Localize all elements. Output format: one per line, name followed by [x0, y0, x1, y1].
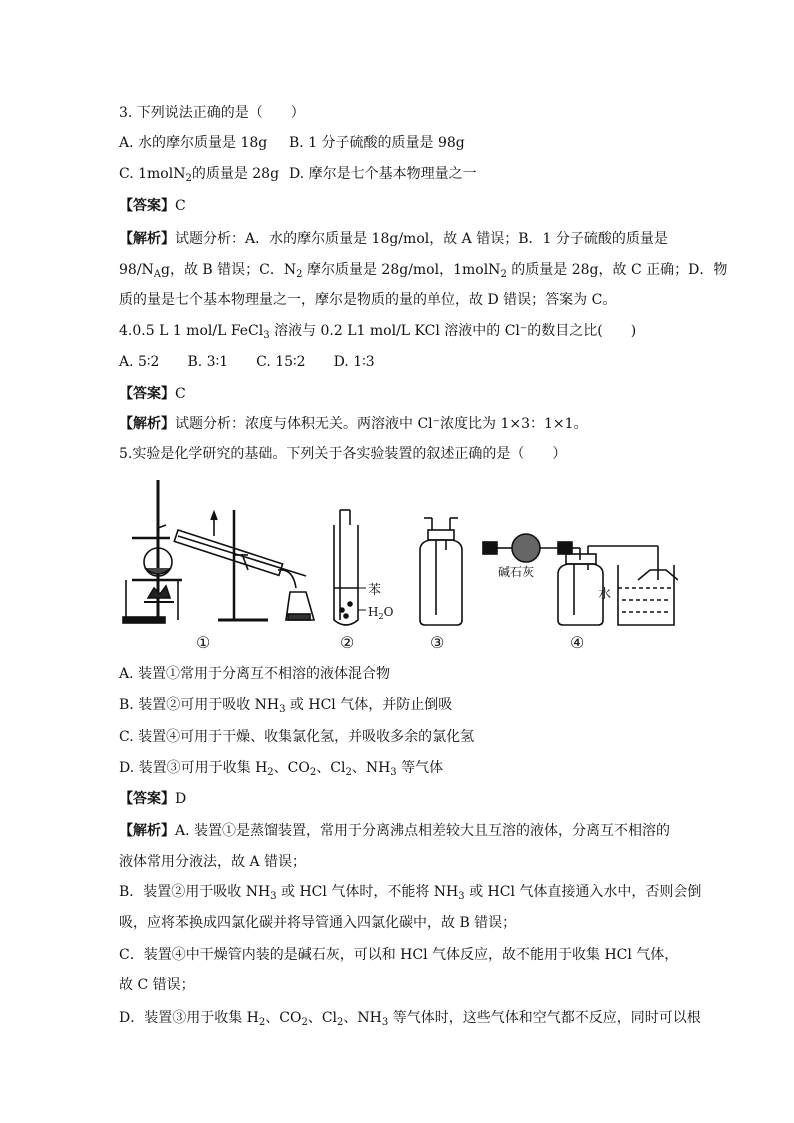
label-3: ③ — [430, 633, 445, 652]
q4-options: A. 5∶2 B. 3∶1 C. 15∶2 D. 1∶3 — [119, 354, 375, 370]
q5-option-b: B. 装置②可用于吸收 $NH_3$ 或 HCl 气体，并防止倒吸 — [119, 697, 453, 715]
q5-analysis-b1: B．装置②用于吸收 $NH_3$ 或 HCl 气体时，不能将 $NH_3$ 或 HCl 气体直接通入水中，否则会倒 — [119, 884, 702, 902]
q3-option-d: D. 摩尔是七个基本物理量之一 — [289, 166, 477, 182]
q3-analysis-line3: 质的量是七个基本物理量之一，摩尔是物质的量的单位，故 D 错误；答案为 C。 — [119, 292, 617, 308]
q5-answer: 【答案】D — [119, 791, 187, 807]
label-h2o: $H_2O$ — [368, 605, 394, 621]
q5-analysis-b2: 吸，应将苯换成四氯化碳并将导管通入四氯化碳中，故 B 错误； — [119, 915, 517, 931]
label-4: ④ — [570, 633, 585, 652]
label-1: ① — [196, 633, 211, 652]
q3-option-a: A. 水的摩尔质量是 18g — [119, 135, 268, 151]
q3-options-row2 — [119, 164, 477, 184]
apparatus-3-gas-bottle — [420, 518, 462, 625]
label-benzene: 苯 — [368, 583, 382, 598]
q5-analysis-c2: 故 C 错误； — [119, 977, 195, 993]
q3-stem: 3. 下列说法正确的是（ ） — [119, 105, 305, 121]
q3-answer: 【答案】C — [119, 198, 186, 214]
q3-option-b: B. 1 分子硫酸的质量是 98g — [289, 135, 465, 151]
q3-options-row1 — [119, 133, 465, 153]
q5-analysis-a1: 【解析】A. 装置①是蒸馏装置，常用于分离沸点相差较大且互溶的液体，分离互不相溶的 — [119, 823, 671, 839]
q5-option-d: D. 装置③可用于收集 $H_2$、$CO_2$、$Cl_2$、$NH_3$ 等气体 — [119, 760, 444, 778]
q5-analysis-a2: 液体常用分液法，故 A 错误； — [119, 854, 307, 870]
q5-analysis-d1: D．装置③用于收集 $H_2$、$CO_2$、$Cl_2$、$NH_3$ 等气体时，这些气体和空气都不反应，同时可以根 — [119, 1010, 701, 1028]
q3-analysis-line2: $98/N_Ag$，故 B 错误；C．$N_2$ 摩尔质量是 28g/mol，1molN$_2$ 的质量是 28g，故 C 正确；D．物 — [119, 262, 728, 280]
label-2: ② — [340, 633, 355, 652]
q5-option-c: C. 装置④可用于干燥、收集氯化氢，并吸收多余的氯化氢 — [119, 729, 475, 745]
apparatus-2-test-tube — [334, 510, 366, 625]
q3-analysis-line1: 【解析】试题分析：A．水的摩尔质量是 18g/mol，故 A 错误；B．1 分子硫酸的质量是 — [119, 231, 668, 247]
label-water: 水 — [598, 587, 612, 602]
q5-option-a: A. 装置①常用于分离互不相溶的液体混合物 — [119, 666, 391, 682]
q4-stem: 4.0.5 L 1 mol/L FeCl$_3$ 溶液与 0.2 L1 mol/L KCl 溶液中的 Cl⁻的数目之比( ) — [119, 323, 637, 341]
q5-analysis-c1: C．装置④中干燥管内装的是碱石灰，可以和 HCl 气体反应，故不能用于收集 HCl 气体， — [119, 947, 679, 963]
apparatus-figure — [118, 470, 678, 656]
q3-option-c: C. 1molN$_2$的质量是 28g — [119, 166, 280, 184]
apparatus-4-collection — [483, 534, 678, 625]
q5-stem: 5.实验是化学研究的基础。下列关于各实验装置的叙述正确的是（ ） — [119, 446, 567, 462]
q4-answer: 【答案】C — [119, 386, 186, 402]
apparatus-1-distillation — [123, 480, 314, 623]
label-soda-lime: 碱石灰 — [498, 565, 535, 579]
q4-analysis: 【解析】试题分析：浓度与体积无关。两溶液中 Cl⁻浓度比为 1×3：1×1。 — [119, 416, 588, 432]
